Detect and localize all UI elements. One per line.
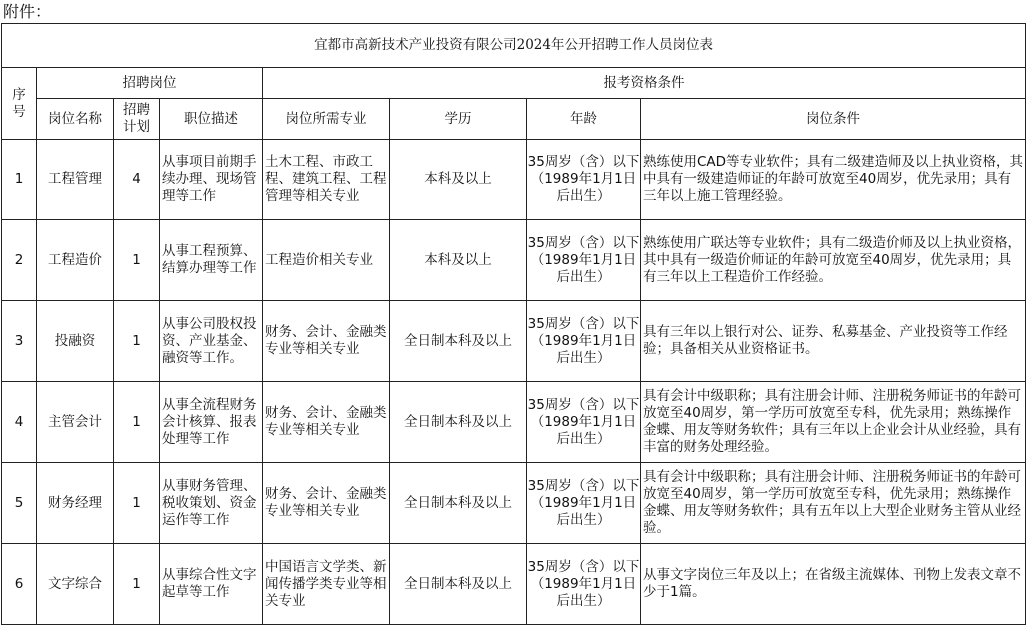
- cell-seq: 6: [2, 544, 37, 625]
- header-group-position: 招聘岗位: [37, 68, 263, 99]
- cell-plan: 1: [114, 382, 160, 463]
- cell-major: 财务、会计、金融类专业等相关专业: [263, 301, 390, 382]
- cell-age: 35周岁（含）以下（1989年1月1日后出生）: [527, 463, 641, 544]
- cell-education: 本科及以上: [390, 140, 527, 220]
- cell-position-name: 工程管理: [37, 140, 114, 220]
- cell-plan: 4: [114, 140, 160, 220]
- cell-position-name: 工程造价: [37, 220, 114, 301]
- cell-plan: 1: [114, 301, 160, 382]
- cell-education: 本科及以上: [390, 220, 527, 301]
- cell-seq: 3: [2, 301, 37, 382]
- header-group-requirements: 报考资格条件: [263, 68, 1026, 99]
- cell-seq: 4: [2, 382, 37, 463]
- cell-major: 工程造价相关专业: [263, 220, 390, 301]
- cell-description: 从事公司股权投资、产业基金、融资等工作。: [160, 301, 263, 382]
- cell-description: 从事财务管理、税收策划、资金运作等工作: [160, 463, 263, 544]
- cell-description: 从事全流程财务会计核算、报表处理等工作: [160, 382, 263, 463]
- cell-education: 全日制本科及以上: [390, 544, 527, 625]
- header-conditions: 岗位条件: [641, 99, 1026, 140]
- header-plan: 招聘计划: [114, 99, 160, 140]
- cell-plan: 1: [114, 220, 160, 301]
- header-education: 学历: [390, 99, 527, 140]
- table-row: [2, 544, 1026, 625]
- cell-age: 35周岁（含）以下（1989年1月1日后出生）: [527, 382, 641, 463]
- cell-position-name: 文字综合: [37, 544, 114, 625]
- cell-age: 35周岁（含）以下（1989年1月1日后出生）: [527, 544, 641, 625]
- table-row: [2, 301, 1026, 382]
- cell-position-name: 主管会计: [37, 382, 114, 463]
- cell-conditions: 具有会计中级职称；具有注册会计师、注册税务师证书的年龄可放宽至40周岁，第一学历可放宽至专科，优先录用；熟练操作金蝶、用友等财务软件；具有三年以上企业会计从业经验，具有丰富的财务处理经验。: [641, 382, 1026, 463]
- cell-conditions: 从事文字岗位三年及以上；在省级主流媒体、刊物上发表文章不少于1篇。: [641, 544, 1026, 625]
- cell-conditions: 具有三年以上银行对公、证券、私募基金、产业投资等工作经验；具备相关从业资格证书。: [641, 301, 1026, 382]
- cell-education: 全日制本科及以上: [390, 301, 527, 382]
- cell-education: 全日制本科及以上: [390, 382, 527, 463]
- position-table: [1, 23, 1026, 625]
- cell-position-name: 投融资: [37, 301, 114, 382]
- table-row: [2, 220, 1026, 301]
- cell-plan: 1: [114, 463, 160, 544]
- header-position-name: 岗位名称: [37, 99, 114, 140]
- cell-position-name: 财务经理: [37, 463, 114, 544]
- cell-plan: 1: [114, 544, 160, 625]
- table-title: 宜都市高新技术产业投资有限公司2024年公开招聘工作人员岗位表: [2, 24, 1026, 68]
- cell-seq: 5: [2, 463, 37, 544]
- header-age: 年龄: [527, 99, 641, 140]
- cell-conditions: 熟练使用广联达等专业软件；具有二级造价师及以上执业资格，其中具有一级造价师证的年龄可放宽至40周岁，优先录用；具有三年以上工程造价工作经验。: [641, 220, 1026, 301]
- cell-age: 35周岁（含）以下（1989年1月1日后出生）: [527, 220, 641, 301]
- attachment-label: 附件：: [3, 2, 52, 21]
- header-seq: 序号: [2, 68, 37, 140]
- cell-conditions: 具有会计中级职称；具有注册会计师、注册税务师证书的年龄可放宽至40周岁，第一学历可放宽至专科，优先录用；熟练操作金蝶、用友等财务软件；具有五年以上大型企业财务主管从业经验。: [641, 463, 1026, 544]
- header-description: 职位描述: [160, 99, 263, 140]
- cell-major: 财务、会计、金融类专业等相关专业: [263, 463, 390, 544]
- cell-major: 土木工程、市政工程、建筑工程、工程管理等相关专业: [263, 140, 390, 220]
- cell-description: 从事项目前期手续办理、现场管理等工作: [160, 140, 263, 220]
- table-row: [2, 382, 1026, 463]
- cell-description: 从事综合性文字起草等工作: [160, 544, 263, 625]
- table-row: [2, 140, 1026, 220]
- cell-education: 全日制本科及以上: [390, 463, 527, 544]
- cell-age: 35周岁（含）以下（1989年1月1日后出生）: [527, 140, 641, 220]
- cell-major: 中国语言文学类、新闻传播学类专业等相关专业: [263, 544, 390, 625]
- cell-major: 财务、会计、金融类专业等相关专业: [263, 382, 390, 463]
- cell-conditions: 熟练使用CAD等专业软件；具有二级建造师及以上执业资格，其中具有一级建造师证的年龄可放宽至40周岁，优先录用；具有三年以上施工管理经验。: [641, 140, 1026, 220]
- cell-seq: 1: [2, 140, 37, 220]
- header-major: 岗位所需专业: [263, 99, 390, 140]
- cell-seq: 2: [2, 220, 37, 301]
- table-row: [2, 463, 1026, 544]
- cell-description: 从事工程预算、结算办理等工作: [160, 220, 263, 301]
- cell-age: 35周岁（含）以下（1989年1月1日后出生）: [527, 301, 641, 382]
